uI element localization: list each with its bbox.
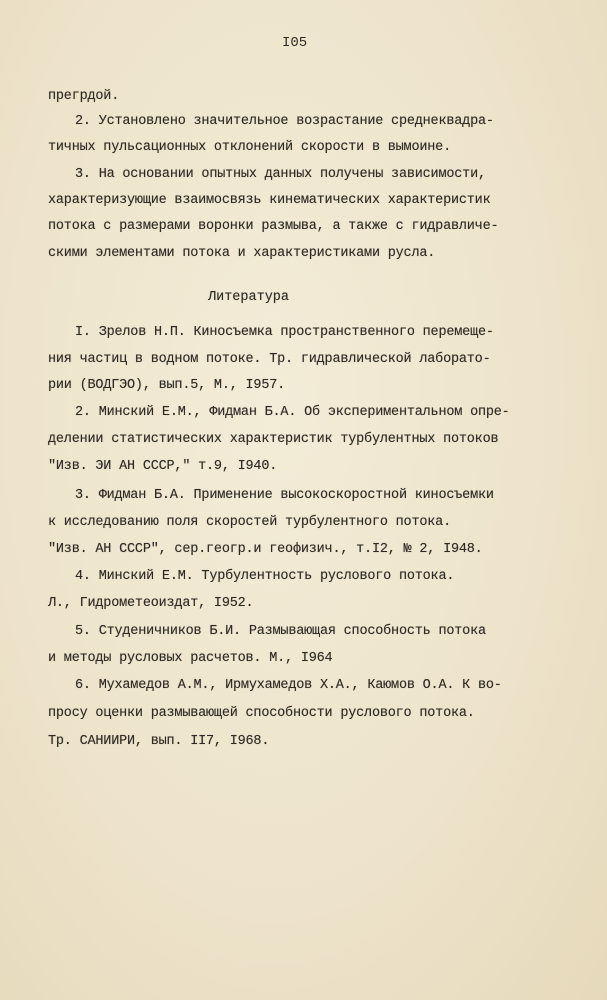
body-line: 2. Установлено значительное возрастание среднеквадра- [75, 114, 494, 129]
body-line: прегрдой. [48, 89, 120, 104]
reference-line: Л., Гидрометеоиздат, I952. [48, 596, 254, 611]
reference-line: 4. Минский Е.М. Турбулентность руслового потока. [75, 569, 455, 584]
reference-line: Тр. САНИИРИ, вып. II7, I968. [48, 734, 270, 749]
body-line: тичных пульсационных отклонений скорости в вымоине. [48, 140, 451, 155]
reference-line: и методы русловых расчетов. М., I964 [48, 651, 333, 666]
body-line: 3. На основании опытных данных получены зависимости, [75, 167, 486, 182]
reference-line: делении статистических характеристик турбулентных потоков [48, 432, 499, 447]
reference-line: просу оценки размывающей способности руслового потока. [48, 706, 475, 721]
reference-line: к исследованию поля скоростей турбулентного потока. [48, 515, 451, 530]
reference-line: "Изв. ЭИ АН СССР," т.9, I940. [48, 459, 278, 474]
body-line: скими элементами потока и характеристиками русла. [48, 246, 436, 261]
body-line: характеризующие взаимосвязь кинематических характеристик [48, 193, 491, 208]
reference-line: "Изв. АН СССР", сер.геогр.и геофизич., т.I2, № 2, I948. [48, 542, 483, 557]
reference-line: I. Зрелов Н.П. Киносъемка пространственного перемеще- [75, 325, 494, 340]
reference-line: рии (ВОДГЭО), вып.5, М., I957. [48, 378, 286, 393]
reference-line: 3. Фидман Б.А. Применение высокоскоростной киносъемки [75, 488, 494, 503]
reference-line: ния частиц в водном потоке. Тр. гидравлической лаборато- [48, 352, 491, 367]
page-number: I05 [282, 35, 308, 51]
reference-line: 6. Мухамедов А.М., Ирмухамедов Х.А., Каюмов О.А. К во- [75, 678, 502, 693]
body-line: потока с размерами воронки размыва, а также с гидравличе- [48, 219, 499, 234]
references-heading: Литература [208, 290, 290, 305]
reference-line: 2. Минский Е.М., Фидман Б.А. Об экспериментальном опре- [75, 405, 510, 420]
reference-line: 5. Студеничников Б.И. Размывающая способность потока [75, 624, 486, 639]
